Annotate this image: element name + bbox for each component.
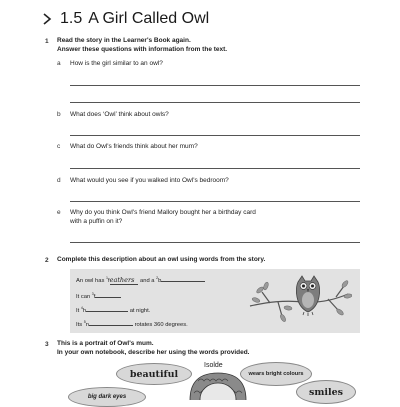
fill-line-1: An owl has $^1$feathers and a $^2$b: [76, 275, 205, 284]
instruction-line: Answer these questions with information from the text.: [57, 46, 228, 53]
fill-line-3: It $^4$h at night.: [76, 306, 151, 314]
answer-line[interactable]: [70, 242, 360, 243]
question-number: 3: [45, 341, 49, 348]
owl-icon: [296, 276, 319, 316]
word-bubble: big dark eyes: [68, 387, 146, 407]
word-bubble: smiles: [296, 380, 356, 404]
instruction-line: In your own notebook, describe her using the words provided.: [57, 349, 250, 356]
question-instruction: [57, 339, 250, 357]
page-title: A Girl Called Owl: [88, 10, 210, 27]
blank-field[interactable]: [161, 275, 205, 282]
answer-line[interactable]: [70, 168, 360, 169]
sub-question-letter: b: [57, 111, 61, 118]
owl-on-branch-illustration: [248, 272, 352, 332]
answer-line[interactable]: [70, 85, 360, 86]
sub-question-letter: c: [57, 143, 61, 150]
blank-field[interactable]: [86, 305, 128, 312]
fill-line-2: It can $^3$f: [76, 291, 121, 300]
sub-question-letter: a: [57, 60, 61, 67]
sub-question-text: What would you see if you walked into Owl's bedroom?: [70, 177, 229, 184]
handwritten-answer[interactable]: eathers: [110, 276, 139, 285]
instruction-line: Read the story in the Learner's Book again.: [57, 37, 191, 44]
section-number: 1.5: [60, 10, 83, 27]
fill-line-4: Its $^5$n rotates 360 degrees.: [76, 320, 188, 328]
answer-line[interactable]: [70, 201, 360, 202]
answer-line[interactable]: [70, 135, 360, 136]
word-bubble: beautiful: [116, 363, 192, 385]
sub-question-line: with a puffin on it?: [70, 218, 123, 225]
sub-question-letter: e: [57, 209, 61, 216]
instruction-line: This is a portrait of Owl's mum.: [57, 340, 154, 347]
question-instruction: [57, 36, 227, 54]
question-number: 1: [45, 38, 49, 45]
answer-line[interactable]: [70, 102, 360, 103]
blank-field[interactable]: [95, 291, 121, 298]
sub-question-letter: d: [57, 177, 61, 184]
page-header: [40, 8, 209, 30]
sub-question-line: Why do you think Owl's friend Mallory bought her a birthday card: [70, 209, 256, 216]
sub-question-text: How is the girl similar to an owl?: [70, 60, 163, 67]
portrait-name-label: Isolde: [204, 362, 223, 369]
question-number: 2: [45, 257, 49, 264]
fill-in-box: [70, 269, 360, 333]
sub-question-text: What does ‘Owl’ think about owls?: [70, 111, 169, 118]
question-instruction: Complete this description about an owl using words from the story.: [57, 256, 266, 263]
blank-field[interactable]: [89, 319, 133, 326]
sub-question-text: What do Owl's friends think about her mum?: [70, 143, 198, 150]
word-bubble: wears bright colours: [240, 362, 312, 386]
sub-question-text: [70, 208, 256, 226]
chevron-right-icon: [40, 12, 54, 26]
